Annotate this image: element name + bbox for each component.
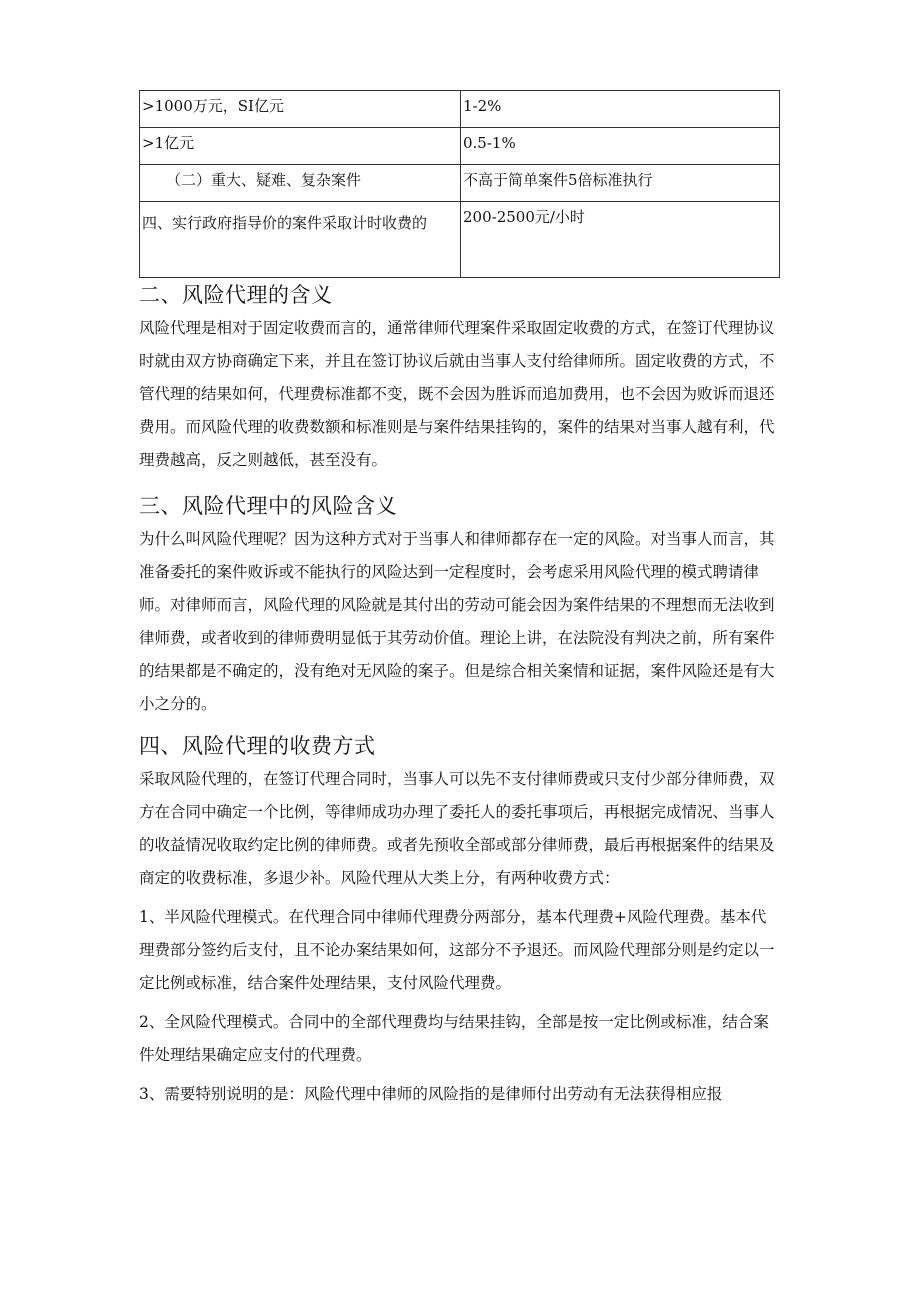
section-heading: 二、风险代理的含义 [139, 283, 333, 307]
table-cell: 0.5-1% [461, 128, 780, 165]
paragraph: 风险代理是相对于固定收费而言的，通常律师代理案件采取固定收费的方式，在签订代理协议时就由双方协商确定下来，并且在签订协议后就由当事人支付给律师所。固定收费的方式，不管代理的结果如何，代理费标准都不变，既不会因为胜诉而追加费用，也不会因为败诉而退还费用。而风险代理的收费数额和标准则是与案件结果挂钩的，案件的结果对当事人越有利，代理费越高，反之则越低，甚至没有。 [139, 319, 775, 469]
table-cell: 不高于简单案件5倍标准执行 [461, 165, 780, 202]
table-cell: 1-2% [461, 91, 780, 128]
list-item: 1、半风险代理模式。在代理合同中律师代理费分两部分，基本代理费+风险代理费。基本代理费部分签约后支付，且不论办案结果如何，这部分不予退还。而风险代理部分则是约定以一定比例或标准，结合案件处理结果，支付风险代理费。 [139, 908, 775, 992]
section-heading: 三、风险代理中的风险含义 [139, 494, 397, 518]
table-row [140, 128, 780, 165]
section-heading: 四、风险代理的收费方式 [139, 734, 376, 758]
table-cell: （二）重大、疑难、复杂案件 [140, 165, 461, 202]
document-body [139, 278, 780, 1111]
fee-table [139, 90, 780, 278]
table-cell: 200-2500元/小时 [461, 202, 780, 278]
list-item: 3、需要特别说明的是：风险代理中律师的风险指的是律师付出劳动有无法获得相应报 [139, 1085, 723, 1103]
paragraph: 为什么叫风险代理呢？因为这种方式对于当事人和律师都存在一定的风险。对当事人而言，其准备委托的案件败诉或不能执行的风险达到一定程度时，会考虑采用风险代理的模式聘请律师。对律师而言，风险代理的风险就是其付出的劳动可能会因为案件结果的不理想而无法收到律师费，或者收到的律师费明显低于其劳动价值。理论上讲，在法院没有判决之前，所有案件的结果都是不确定的，没有绝对无风险的案子。但是综合相关案情和证据，案件风险还是有大小之分的。 [139, 530, 775, 713]
table-row [140, 91, 780, 128]
table-row [140, 165, 780, 202]
table-cell: 四、实行政府指导价的案件采取计时收费的 [140, 202, 461, 278]
table-row [140, 202, 780, 278]
paragraph: 采取风险代理的，在签订代理合同时，当事人可以先不支付律师费或只支付少部分律师费，双方在合同中确定一个比例，等律师成功办理了委托人的委托事项后，再根据完成情况、当事人的收益情况收取约定比例的律师费。或者先预收全部或部分律师费，最后再根据案件的结果及商定的收费标准，多退少补。风险代理从大类上分，有两种收费方式： [139, 770, 775, 887]
table-cell: >1000万元，SI亿元 [140, 91, 461, 128]
table-cell: >1亿元 [140, 128, 461, 165]
list-item: 2、全风险代理模式。合同中的全部代理费均与结果挂钩，全部是按一定比例或标准，结合案件处理结果确定应支付的代理费。 [139, 1013, 769, 1064]
